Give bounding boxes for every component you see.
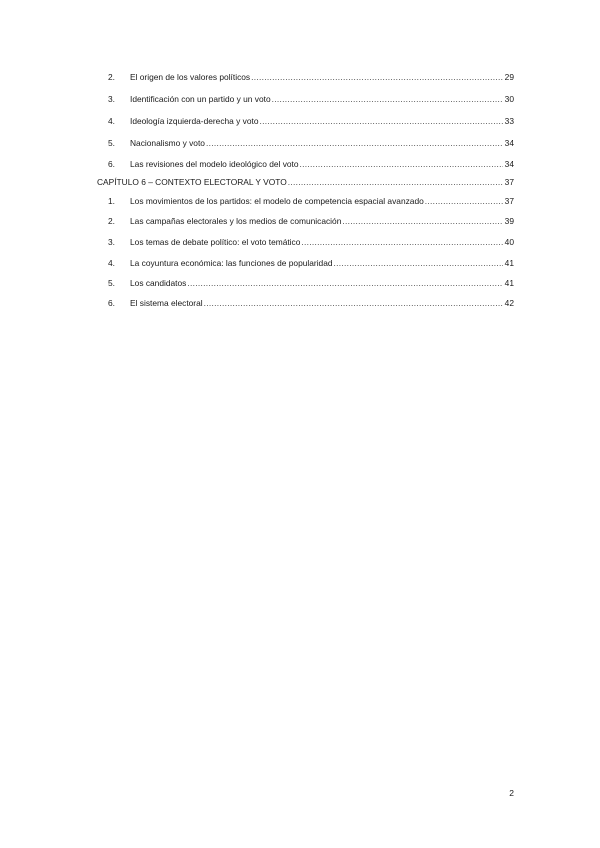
toc-entry-page: 41 (504, 278, 514, 288)
toc-entry-title: El sistema electoral (130, 298, 203, 308)
toc-entry-line (130, 70, 514, 84)
toc-entry[interactable] (0, 296, 600, 310)
toc-entry[interactable] (0, 235, 600, 249)
toc-entry-line (130, 256, 514, 270)
toc-entry-title: Identificación con un partido y un voto (130, 94, 271, 104)
toc-chapter-entry[interactable] (0, 175, 600, 189)
toc-entry-number: 5. (108, 138, 115, 148)
toc-entry-number: 1. (108, 196, 115, 206)
toc-entry-line (130, 114, 514, 128)
toc-entry[interactable] (0, 276, 600, 290)
toc-entry-page: 40 (504, 237, 514, 247)
toc-entry-number: 6. (108, 159, 115, 169)
toc-entry-page: 41 (504, 258, 514, 268)
toc-entry-number: 3. (108, 237, 115, 247)
toc-dot-leader (300, 157, 503, 171)
toc-entry-title: Los candidatos (130, 278, 187, 288)
toc-entry[interactable] (0, 136, 600, 150)
toc-entry-number: 2. (108, 216, 115, 226)
toc-entry-number: 2. (108, 72, 115, 82)
toc-entry-line (130, 235, 514, 249)
toc-entry[interactable] (0, 194, 600, 208)
toc-dot-leader (425, 194, 503, 208)
toc-entry-line (130, 194, 514, 208)
toc-dot-leader (334, 256, 503, 270)
toc-entry-line (130, 92, 514, 106)
toc-entry-page: 37 (504, 177, 514, 187)
toc-entry-line (130, 214, 514, 228)
toc-dot-leader (260, 114, 503, 128)
toc-entry-line (130, 296, 514, 310)
toc-entry-line (130, 276, 514, 290)
toc-entry-line (97, 175, 514, 189)
toc-dot-leader (342, 214, 502, 228)
page-number: 2 (509, 788, 514, 798)
toc-entry-number: 4. (108, 116, 115, 126)
toc-entry-page: 34 (504, 159, 514, 169)
toc-entry[interactable] (0, 157, 600, 171)
toc-entry-line (130, 136, 514, 150)
toc-dot-leader (288, 175, 503, 189)
toc-dot-leader (251, 70, 503, 84)
toc-entry-title: Las revisiones del modelo ideológico del voto (130, 159, 299, 169)
toc-entry-title: Los temas de debate político: el voto temático (130, 237, 301, 247)
toc-entry-number: 6. (108, 298, 115, 308)
toc-entry-title: Los movimientos de los partidos: el modelo de competencia espacial avanzado (130, 196, 424, 206)
toc-entry-line (130, 157, 514, 171)
toc-entry[interactable] (0, 214, 600, 228)
toc-entry[interactable] (0, 92, 600, 106)
toc-entry-title: Ideología izquierda-derecha y voto (130, 116, 259, 126)
toc-entry-number: 3. (108, 94, 115, 104)
toc-entry[interactable] (0, 114, 600, 128)
toc-chapter-title: CAPÍTULO 6 – CONTEXTO ELECTORAL Y VOTO (97, 177, 287, 187)
toc-entry-page: 33 (504, 116, 514, 126)
toc-dot-leader (272, 92, 503, 106)
toc-entry-title: La coyuntura económica: las funciones de popularidad (130, 258, 333, 268)
toc-dot-leader (187, 276, 502, 290)
toc-entry-number: 4. (108, 258, 115, 268)
toc-dot-leader (204, 296, 503, 310)
toc-entry-title: El origen de los valores políticos (130, 72, 251, 82)
toc-entry-page: 39 (504, 216, 514, 226)
toc-entry-page: 29 (504, 72, 514, 82)
toc-entry[interactable] (0, 256, 600, 270)
toc-dot-leader (206, 136, 503, 150)
toc-entry-page: 34 (504, 138, 514, 148)
toc-entry-page: 42 (504, 298, 514, 308)
toc-entry[interactable] (0, 70, 600, 84)
toc-entry-title: Las campañas electorales y los medios de comunicación (130, 216, 342, 226)
toc-entry-number: 5. (108, 278, 115, 288)
toc-dot-leader (301, 235, 502, 249)
toc-entry-page: 30 (504, 94, 514, 104)
toc-entry-title: Nacionalismo y voto (130, 138, 205, 148)
toc-entry-page: 37 (504, 196, 514, 206)
